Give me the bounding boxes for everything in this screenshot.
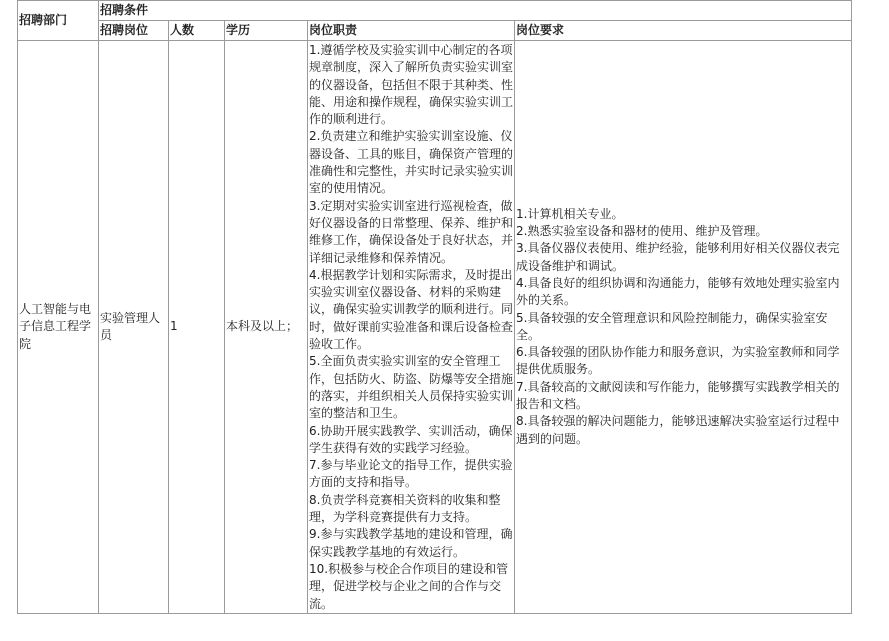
requirement-item-8: 8.具备较强的解决问题能力，能够迅速解决实验室运行过程中遇到的问题。 — [516, 414, 840, 446]
duty-item-4: 4.根据教学计划和实际需求，及时提出实验实训室仪器设备、材料的采购建议，确保实验实训教学的顺利进行。同时，做好课前实验准备和课后设备检查验收工作。 — [309, 267, 514, 352]
department-cell: 人工智能与电子信息工程学院 — [18, 41, 99, 614]
duty-item-6: 6.协助开展实践教学、实训活动，确保学生获得有效的实践学习经验。 — [309, 423, 513, 455]
header-row-sub — [18, 21, 852, 41]
requirement-item-5: 5.具备较强的安全管理意识和风险控制能力，确保实验室安全。 — [516, 310, 828, 342]
header-department: 招聘部门 — [18, 1, 99, 41]
requirement-item-4: 4.具备良好的组织协调和沟通能力，能够有效地处理实验室内外的关系。 — [516, 276, 840, 308]
requirements-cell — [515, 41, 852, 614]
header-requirements: 岗位要求 — [515, 21, 852, 41]
duty-item-9: 9.参与实践教学基地的建设和管理，确保实践教学基地的有效运行。 — [309, 527, 513, 559]
headcount-cell: 1 — [169, 41, 225, 614]
duty-item-3: 3.定期对实验实训室进行巡视检查，做好仪器设备的日常整理、保养、维护和维修工作，确保设备处于良好状态，并详细记录维修和保养情况。 — [309, 198, 514, 265]
requirement-item-3: 3.具备仪器仪表使用、维护经验，能够利用好相关仪器仪表完成设备维护和调试。 — [516, 241, 840, 273]
recruitment-table — [17, 0, 852, 614]
header-education: 学历 — [225, 21, 308, 41]
duty-item-5: 5.全面负责实验实训室的安全管理工作，包括防火、防盗、防爆等安全措施的落实，并组织相关人员保持实验实训室的整洁和卫生。 — [309, 354, 514, 421]
header-conditions: 招聘条件 — [99, 1, 852, 21]
position-cell: 实验管理人员 — [99, 41, 169, 614]
education-cell: 本科及以上； — [225, 41, 308, 614]
header-row-top — [18, 1, 852, 21]
header-position: 招聘岗位 — [99, 21, 169, 41]
duty-item-10: 10.积极参与校企合作项目的建设和管理，促进学校与企业之间的合作与交流。 — [309, 561, 509, 611]
requirement-item-2: 2.熟悉实验室设备和器材的使用、维护及管理。 — [516, 224, 768, 239]
duty-item-7: 7.参与毕业论文的指导工作，提供实验方面的支持和指导。 — [309, 458, 513, 490]
duty-item-8: 8.负责学科竞赛相关资料的收集和整理，为学科竞赛提供有力支持。 — [309, 492, 501, 525]
header-duties: 岗位职责 — [308, 21, 515, 41]
duties-cell — [308, 41, 515, 614]
table-row — [18, 41, 852, 614]
requirement-item-6: 6.具备较强的团队协作能力和服务意识，为实验室教师和同学提供优质服务。 — [516, 345, 840, 377]
requirement-item-7: 7.具备较高的文献阅读和写作能力，能够撰写实践教学相关的报告和文档。 — [516, 379, 840, 412]
requirement-item-1: 1.计算机相关专业。 — [516, 206, 624, 221]
header-headcount: 人数 — [169, 21, 225, 41]
duty-item-2: 2.负责建立和维护实验实训室设施、仪器设备、工具的账目，确保资产管理的准确性和完整性，并实时记录实验实训室的使用情况。 — [309, 129, 514, 196]
duty-item-1: 1.遵循学校及实验实训中心制定的各项规章制度，深入了解所负责实验实训室的仪器设备，包括但不限于其种类、性能、用途和操作规程，确保实验实训工作的顺利进行。 — [309, 43, 514, 127]
